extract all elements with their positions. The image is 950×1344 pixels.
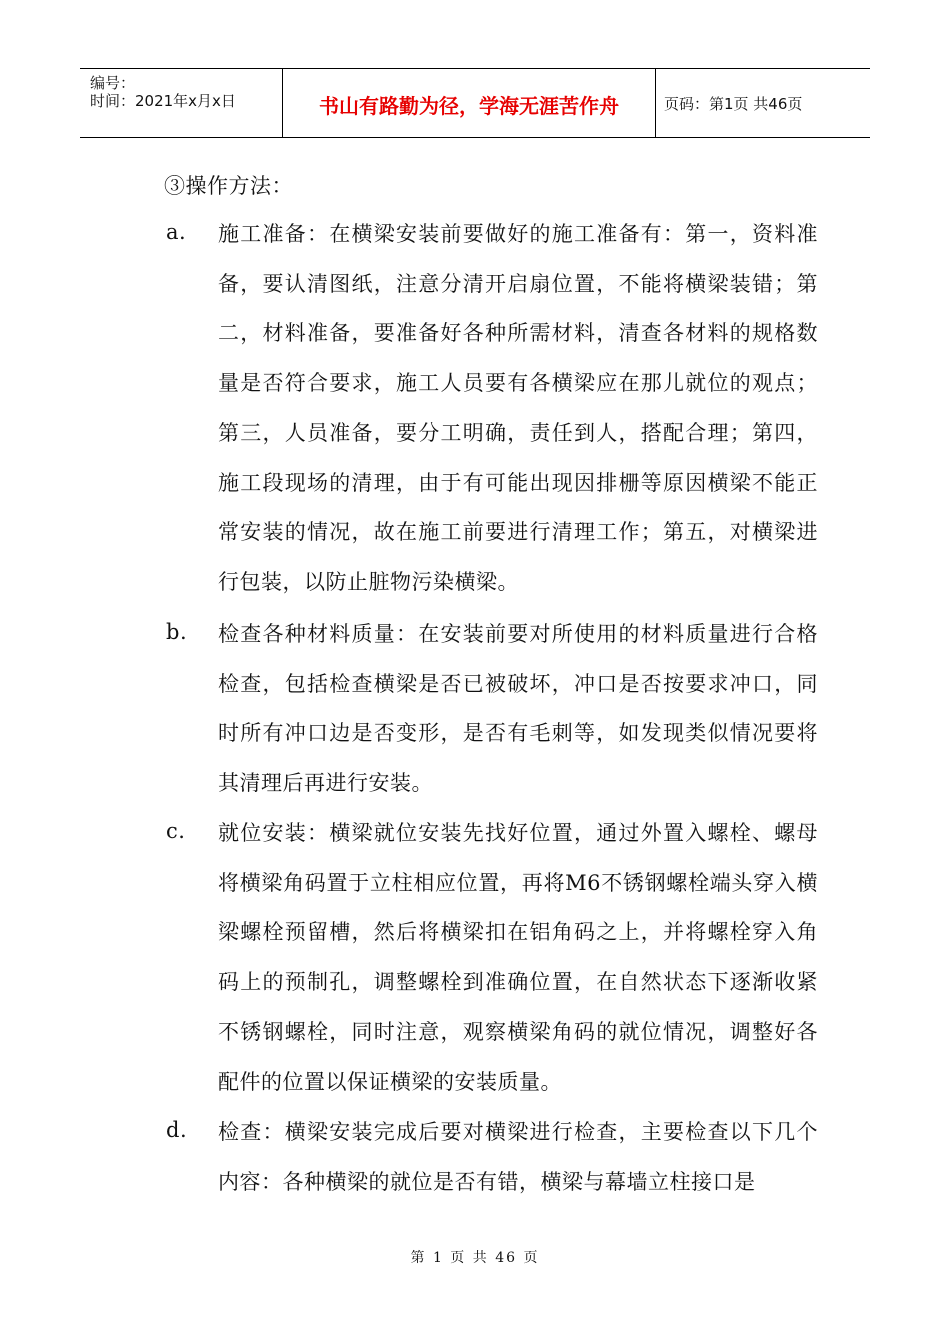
item-c-text: 就位安装：横梁就位安装先找好位置，通过外置入螺栓、螺母将横梁角码置于立柱相应位置，再将M6不锈钢螺栓端头穿入横梁螺栓预留槽，然后将横梁扣在铝角码之上，并将螺栓穿入角码上的预制孔，调整螺栓到准确位置，在自然状态下逐渐收紧不锈钢螺栓，同时注意，观察横梁角码的就位情况，调整好各配件的位置以保证横梁的安装质量。 [218,821,818,1094]
document-date: 时间：2021年x月x日 [90,92,236,110]
header-meta-cell [80,69,283,137]
item-b-marker: b. [166,620,188,644]
section-heading: ③操作方法： [164,174,293,198]
page-footer: 第 1 页 共 46 页 [410,1250,540,1266]
item-d-text: 检查：横梁安装完成后要对横梁进行检查，主要检查以下几个内容：各种横梁的就位是否有错，横梁与幕墙立柱接口是 [218,1120,818,1194]
header-page-cell [656,69,870,137]
item-b-text: 检查各种材料质量：在安装前要对所使用的材料质量进行合格检查，包括检查横梁是否已被破坏，冲口是否按要求冲口，同时所有冲口边是否变形，是否有毛刺等，如发现类似情况要将其清理后再进行安装。 [218,622,818,796]
item-d-marker: d. [166,1118,188,1142]
item-c-marker: c. [166,819,186,843]
page-header [80,68,870,138]
document-number-label: 编号： [90,74,136,92]
header-page-info: 页码：第1页 共46页 [664,95,803,113]
item-a-text: 施工准备：在横梁安装前要做好的施工准备有：第一，资料准备，要认清图纸，注意分清开启扇位置，不能将横梁装错；第二，材料准备，要准备好各种所需材料，清查各材料的规格数量是否符合要求，施工人员要有各横梁应在那儿就位的观点；第三，人员准备，要分工明确，责任到人，搭配合理；第四，施工段现场的清理，由于有可能出现因排栅等原因横梁不能正常安装的情况，故在施工前要进行清理工作；第五，对横梁进行包装，以防止脏物污染横梁。 [218,222,818,594]
header-motto-cell [283,69,656,137]
header-motto: 书山有路勤为径，学海无涯苦作舟 [319,94,619,118]
item-a-marker: a. [166,220,187,244]
